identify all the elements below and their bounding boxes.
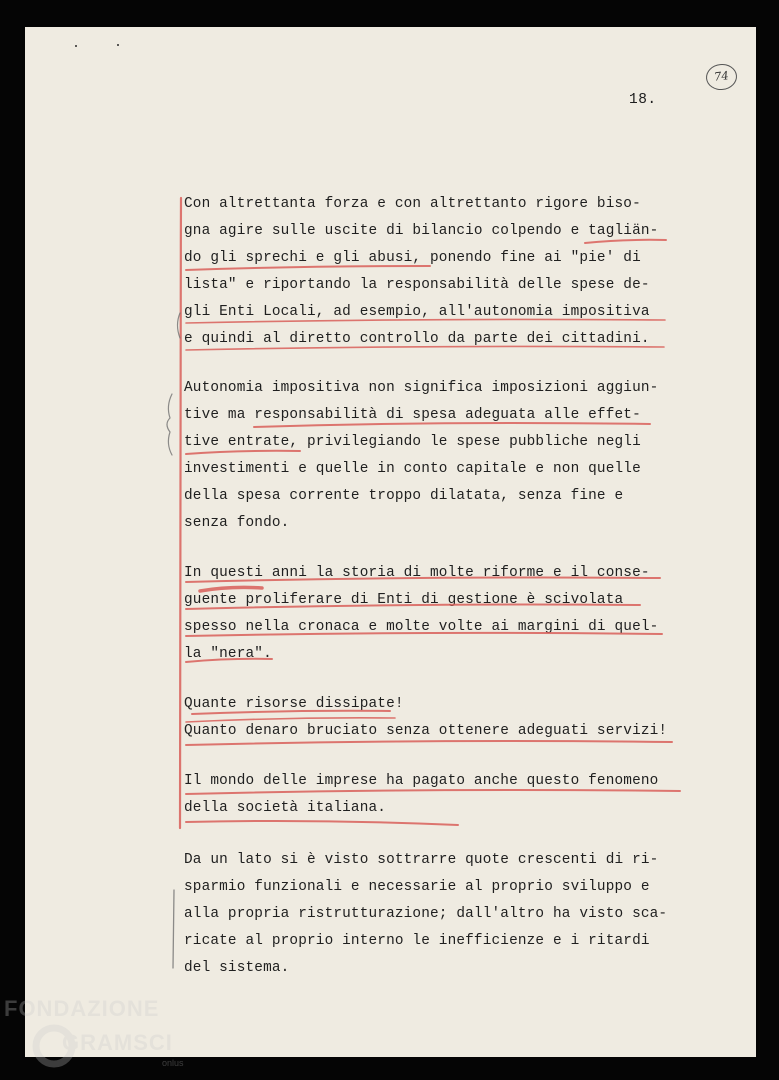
text-line: Con altrettanta forza e con altrettanto rigore biso- <box>184 196 641 212</box>
text-line: tive ma responsabilità di spesa adeguata alle effet- <box>184 407 641 423</box>
text-line: della società italiana. <box>184 800 387 816</box>
text-line: e quindi al diretto controllo da parte dei cittadini. <box>184 331 650 347</box>
page-dot-mark <box>117 44 119 46</box>
text-line: sparmio funzionali e necessarie al proprio sviluppo e <box>184 879 650 895</box>
watermark-line2: GRAMSCI <box>62 1030 173 1055</box>
archive-number-circled: 74 <box>705 62 739 91</box>
text-line: la "nera". <box>184 646 272 662</box>
text-line: Il mondo delle imprese ha pagato anche questo fenomeno <box>184 773 659 789</box>
text-line: gna agire sulle uscite di bilancio colpendo e tagliän- <box>184 223 659 239</box>
text-line: della spesa corrente troppo dilatata, senza fine e <box>184 488 624 504</box>
watermark-line1: FONDAZIONE <box>4 996 160 1021</box>
fondazione-gramsci-watermark <box>4 994 204 1076</box>
page-number: 18. <box>629 92 657 108</box>
text-line: Quante risorse dissipate! <box>184 696 404 712</box>
text-line: In questi anni la storia di molte riforme e il conse- <box>184 565 650 581</box>
text-line: do gli sprechi e gli abusi, ponendo fine ai "pie' di <box>184 250 641 266</box>
page-dot-mark <box>75 45 77 47</box>
watermark-line3: onlus <box>162 1058 184 1068</box>
text-line: senza fondo. <box>184 515 290 531</box>
text-line: lista" e riportando la responsabilità delle spese de- <box>184 277 650 293</box>
text-line: guente proliferare di Enti di gestione è scivolata <box>184 592 624 608</box>
document-page <box>25 27 756 1057</box>
text-line: gli Enti Locali, ad esempio, all'autonomia impositiva <box>184 304 650 320</box>
text-line: del sistema. <box>184 960 290 976</box>
text-line: alla propria ristrutturazione; dall'altro ha visto sca- <box>184 906 668 922</box>
text-line: Quanto denaro bruciato senza ottenere adeguati servizi! <box>184 723 668 739</box>
text-line: investimenti e quelle in conto capitale e non quelle <box>184 461 641 477</box>
text-line: Da un lato si è visto sottrarre quote crescenti di ri- <box>184 852 659 868</box>
text-line: spesso nella cronaca e molte volte ai margini di quel- <box>184 619 659 635</box>
text-line: tive entrate, privilegiando le spese pubbliche negli <box>184 434 641 450</box>
text-line: ricate al proprio interno le inefficienze e i ritardi <box>184 933 650 949</box>
text-line: Autonomia impositiva non significa imposizioni aggiun- <box>184 380 659 396</box>
